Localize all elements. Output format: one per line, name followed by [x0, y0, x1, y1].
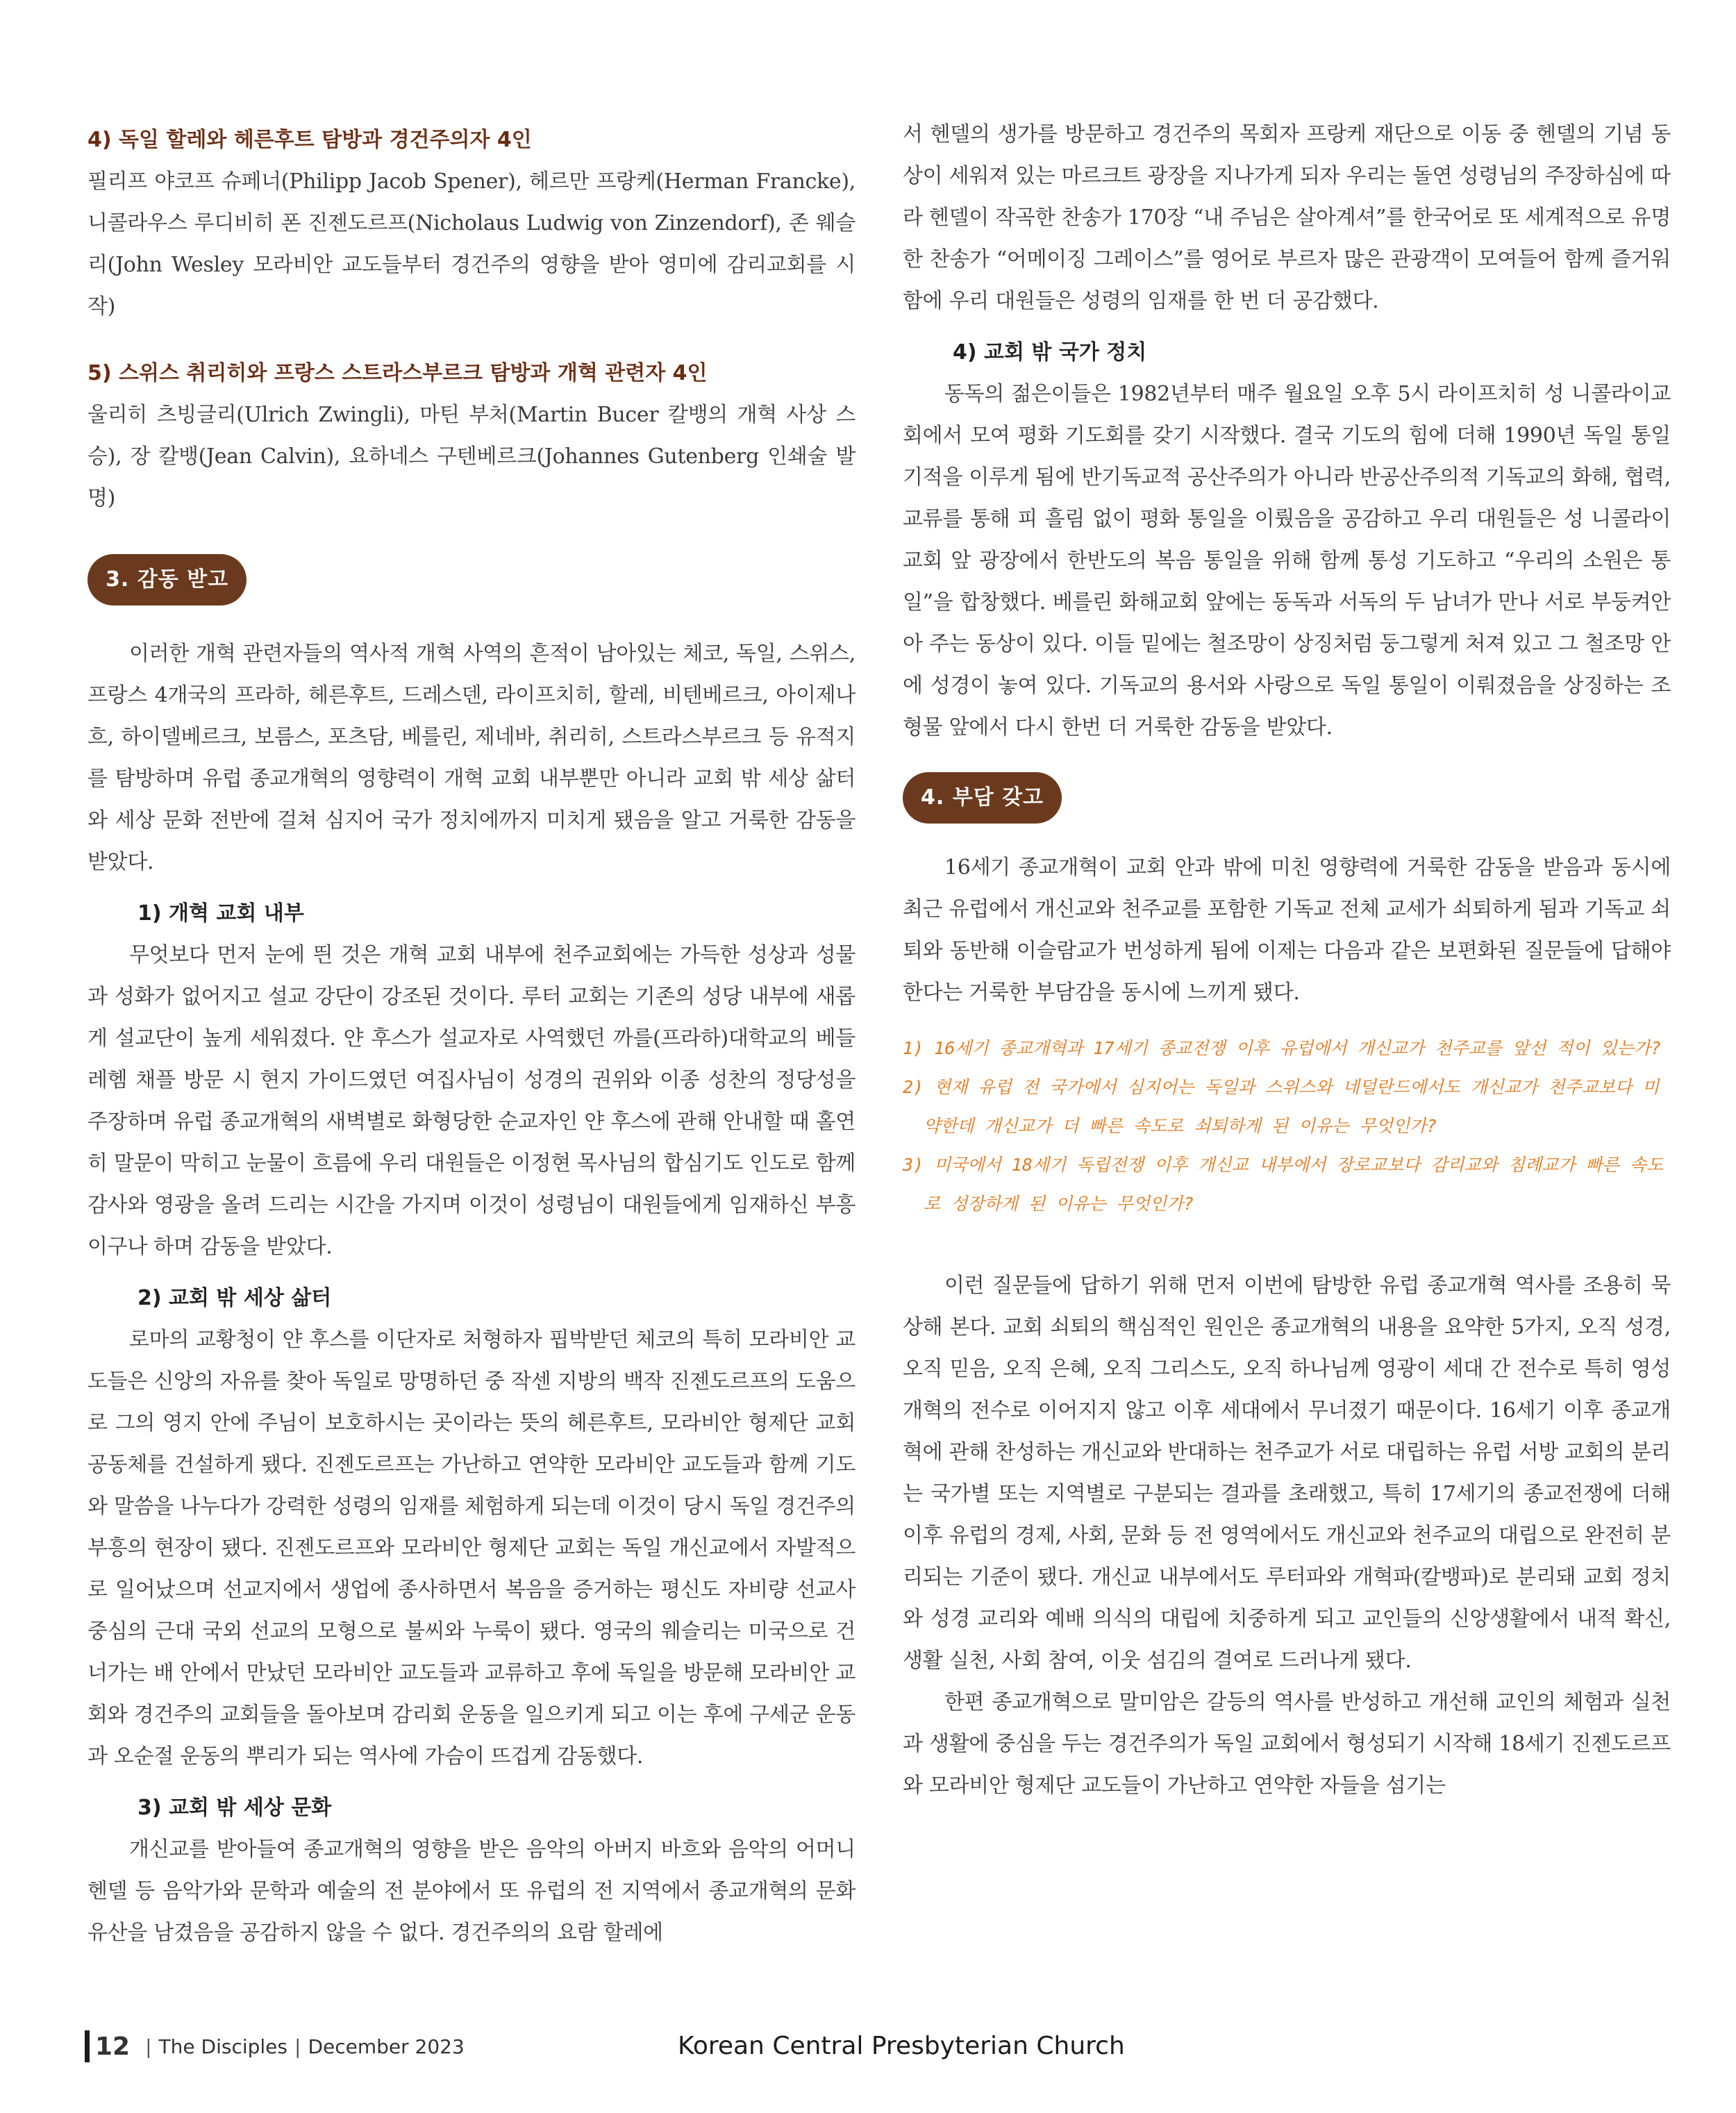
paragraph: 동독의 젊은이들은 1982년부터 매주 월요일 오후 5시 라이프치히 성 니콜라이교회에서 모여 평화 기도회를 갖기 시작했다. 결국 기도의 힘에 더해 1990년 독일 통일 기적을 이루게 됨에 반기독교적 공산주의가 아니라 반공산주의적 기독교의 화해, 협력, 교류를 통해 피 흘림 없이 평화 통일을 이뤘음을 공감하고 우리 대원들은 성 니콜라이교회 앞 광장에서 한반도의 복음 통일을 위해 함께 통성 기도하고 “우리의 소원은 통일”을 합창했다. 베를린 화해교회 앞에는 동독과 서독의 두 남녀가 만나 서로 부둥켜안아 주는 동상이 있다. 이들 밑에는 철조망이 상징처럼 둥그렇게 처져 있고 그 철조망 안에 성경이 놓여 있다. 기독교의 용서와 사랑으로 독일 통일이 이뤄졌음을 상징하는 조형물 앞에서 다시 한번 더 거룩한 감동을 받았다.	[903, 382, 1671, 740]
footer-bar	[85, 2030, 90, 2062]
footer-separator: |	[294, 2035, 301, 2058]
section-pill: 3. 감동 받고	[87, 554, 247, 605]
section-heading: 5) 스위스 취리히와 프랑스 스트라스부르크 탐방과 개혁 관련자 4인	[87, 361, 708, 385]
paragraph: 16세기 종교개혁이 교회 안과 밖에 미친 영향력에 거룩한 감동을 받음과 동시에 최근 유럽에서 개신교와 천주교를 포함한 기독교 전체 교세가 쇠퇴하게 됨과 기독교 쇠퇴와 동반해 이슬람교가 번성하게 됨에 이제는 다음과 같은 보편화된 질문들에 답해야 한다는 거룩한 부담감을 동시에 느끼게 됐다.	[903, 855, 1671, 1005]
question-item: 3) 미국에서 18세기 독립전쟁 이후 개신교 내부에서 장로교보다 감리교와 침례교가 빠른 속도로 성장하게 된 이유는 무엇인가?	[903, 1155, 1664, 1214]
section-heading: 4) 독일 할레와 헤른후트 탐방과 경건주의자 4인	[87, 128, 532, 152]
paragraph: 무엇보다 먼저 눈에 띈 것은 개혁 교회 내부에 천주교회에는 가득한 성상과 성물과 성화가 없어지고 설교 강단이 강조된 것이다. 루터 교회는 기존의 성당 내부에 새롭게 설교단이 높게 세워졌다. 얀 후스가 설교자로 사역했던 까를(프라하)대학교의 베들레헴 채플 방문 시 현지 가이드였던 여집사님이 성경의 권위와 이종 성찬의 정당성을 주장하며 유럽 종교개혁의 새벽별로 화형당한 순교자인 얀 후스에 관해 안내할 때 홀연히 말문이 막히고 눈물이 흐름에 우리 대원들은 이정현 목사님의 합심기도 인도로 함께 감사와 영광을 올려 드리는 시간을 가지며 이것이 성령님이 대원들에게 임재하신 부흥이구나 하며 감동을 받았다.	[87, 943, 856, 1259]
question-item: 2) 현재 유럽 전 국가에서 심지어는 독일과 스위스와 네덜란드에서도 개신교가 천주교보다 미약한데 개신교가 더 빠른 속도로 쇠퇴하게 된 이유는 무엇인가?	[903, 1077, 1660, 1136]
paragraph: 한편 종교개혁으로 말미암은 갈등의 역사를 반성하고 개선해 교인의 체험과 실천과 생활에 중심을 두는 경건주의가 독일 교회에서 형성되기 시작해 18세기 진젠도르프와 모라비안 형제단 교도들이 가난하고 연약한 자들을 섬기는	[903, 1690, 1671, 1798]
question-item: 1) 16세기 종교개혁과 17세기 종교전쟁 이후 유럽에서 개신교가 천주교를 앞선 적이 있는가?	[903, 1038, 1662, 1058]
subsection-heading: 4) 교회 밖 국가 정치	[953, 340, 1147, 365]
subsection-heading: 2) 교회 밖 세상 삶터	[137, 1286, 332, 1310]
paragraph: 개신교를 받아들여 종교개혁의 영향을 받은 음악의 아버지 바흐와 음악의 어머니 헨델 등 음악가와 문학과 예술의 전 분야에서 또 유럽의 전 지역에서 종교개혁의 문화유산을 남겼음을 공감하지 않을 수 없다. 경건주의의 요람 할레에	[87, 1837, 856, 1945]
section-pill: 4. 부담 갖고	[903, 772, 1062, 824]
left-column	[87, 119, 856, 1954]
page-footer	[85, 2029, 465, 2064]
footer-separator: |	[145, 2035, 152, 2058]
subsection-heading: 1) 개혁 교회 내부	[137, 901, 304, 926]
issue-date: December 2023	[308, 2035, 465, 2058]
subsection-heading: 3) 교회 밖 세상 문화	[137, 1796, 332, 1820]
paragraph: 이러한 개혁 관련자들의 역사적 개혁 사역의 흔적이 남아있는 체코, 독일, 스위스, 프랑스 4개국의 프라하, 헤른후트, 드레스덴, 라이프치히, 할레, 비텐베르크, 아이제나흐, 하이델베르크, 보름스, 포츠담, 베를린, 제네바, 취리히, 스트라스부르크 등 유적지를 탐방하며 유럽 종교개혁의 영향력이 개혁 교회 내부뿐만 아니라 교회 밖 세상 삶터와 세상 문화 전반에 걸쳐 심지어 국가 정치에까지 미치게 됐음을 알고 거룩한 감동을 받았다.	[87, 642, 856, 874]
magazine-name: The Disciples	[158, 2035, 287, 2058]
paragraph: 필리프 야코프 슈페너(Philipp Jacob Spener), 헤르만 프랑케(Herman Francke), 니콜라우스 루디비히 폰 진젠도르프(Nicholaus Ludwig von Zinzendorf), 존 웨슬리(John Wesley 모라비안 교도들부터 경건주의 영향을 받아 영미에 감리교회를 시작)	[87, 169, 856, 319]
question-list	[903, 1029, 1671, 1223]
page-number: 12	[95, 2032, 131, 2061]
paragraph: 울리히 츠빙글리(Ulrich Zwingli), 마틴 부처(Martin Bucer 칼뱅의 개혁 사상 스승), 장 칼뱅(Jean Calvin), 요하네스 구텐베르크(Johannes Gutenberg 인쇄술 발명)	[87, 403, 856, 510]
paragraph: 서 헨델의 생가를 방문하고 경건주의 목회자 프랑케 재단으로 이동 중 헨델의 기념 동상이 세워져 있는 마르크트 광장을 지나가게 되자 우리는 돌연 성령님의 주장하심에 따라 헨델이 작곡한 찬송가 170장 “내 주님은 살아계셔”를 한국어로 또 세계적으로 유명한 찬송가 “어메이징 그레이스”를 영어로 부르자 많은 관광객이 모여들어 함께 즐거워함에 우리 대원들은 성령의 임재를 한 번 더 공감했다.	[903, 122, 1671, 313]
paragraph: 이런 질문들에 답하기 위해 먼저 이번에 탐방한 유럽 종교개혁 역사를 조용히 묵상해 본다. 교회 쇠퇴의 핵심적인 원인은 종교개혁의 내용을 요약한 5가지, 오직 성경, 오직 믿음, 오직 은혜, 오직 그리스도, 오직 하나님께 영광이 세대 간 전수로 특히 영성 개혁의 전수로 이어지지 않고 이후 세대에서 무너졌기 때문이다. 16세기 이후 종교개혁에 관해 찬성하는 개신교와 반대하는 천주교가 서로 대립하는 유럽 서방 교회의 분리는 국가별 또는 지역별로 구분되는 결과를 초래했고, 특히 17세기의 종교전쟁에 더해 이후 유럽의 경제, 사회, 문화 등 전 영역에서도 개신교와 천주교의 대립으로 완전히 분리되는 기준이 됐다. 개신교 내부에서도 루터파와 개혁파(칼뱅파)로 분리돼 교회 정치와 성경 교리와 예배 의식의 대립에 치중하게 되고 교인들의 신앙생활에서 내적 확신, 생활 실천, 사회 참여, 이웃 섬김의 결여로 드러나게 됐다.	[903, 1273, 1671, 1673]
church-name: Korean Central Presbyterian Church	[678, 2032, 1125, 2060]
paragraph: 로마의 교황청이 얀 후스를 이단자로 처형하자 핍박받던 체코의 특히 모라비안 교도들은 신앙의 자유를 찾아 독일로 망명하던 중 작센 지방의 백작 진젠도르프의 도움으로 그의 영지 안에 주님이 보호하시는 곳이라는 뜻의 헤른후트, 모라비안 형제단 교회 공동체를 건설하게 됐다. 진젠도르프는 가난하고 연약한 모라비안 교도들과 함께 기도와 말씀을 나누다가 강력한 성령의 임재를 체험하게 되는데 이것이 당시 독일 경건주의 부흥의 현장이 됐다. 진젠도르프와 모라비안 형제단 교회는 독일 개신교에서 자발적으로 일어났으며 선교지에서 생업에 종사하면서 복음을 증거하는 평신도 자비량 선교사 중심의 근대 국외 선교의 모형으로 불씨와 누룩이 됐다. 영국의 웨슬리는 미국으로 건너가는 배 안에서 만났던 모라비안 교도들과 교류하고 후에 독일을 방문해 모라비안 교회와 경건주의 교회들을 돌아보며 감리회 운동을 일으키게 되고 이는 후에 구세군 운동과 오순절 운동의 뿌리가 되는 역사에 가슴이 뜨겁게 감동했다.	[87, 1328, 856, 1769]
right-column	[903, 114, 1671, 1807]
